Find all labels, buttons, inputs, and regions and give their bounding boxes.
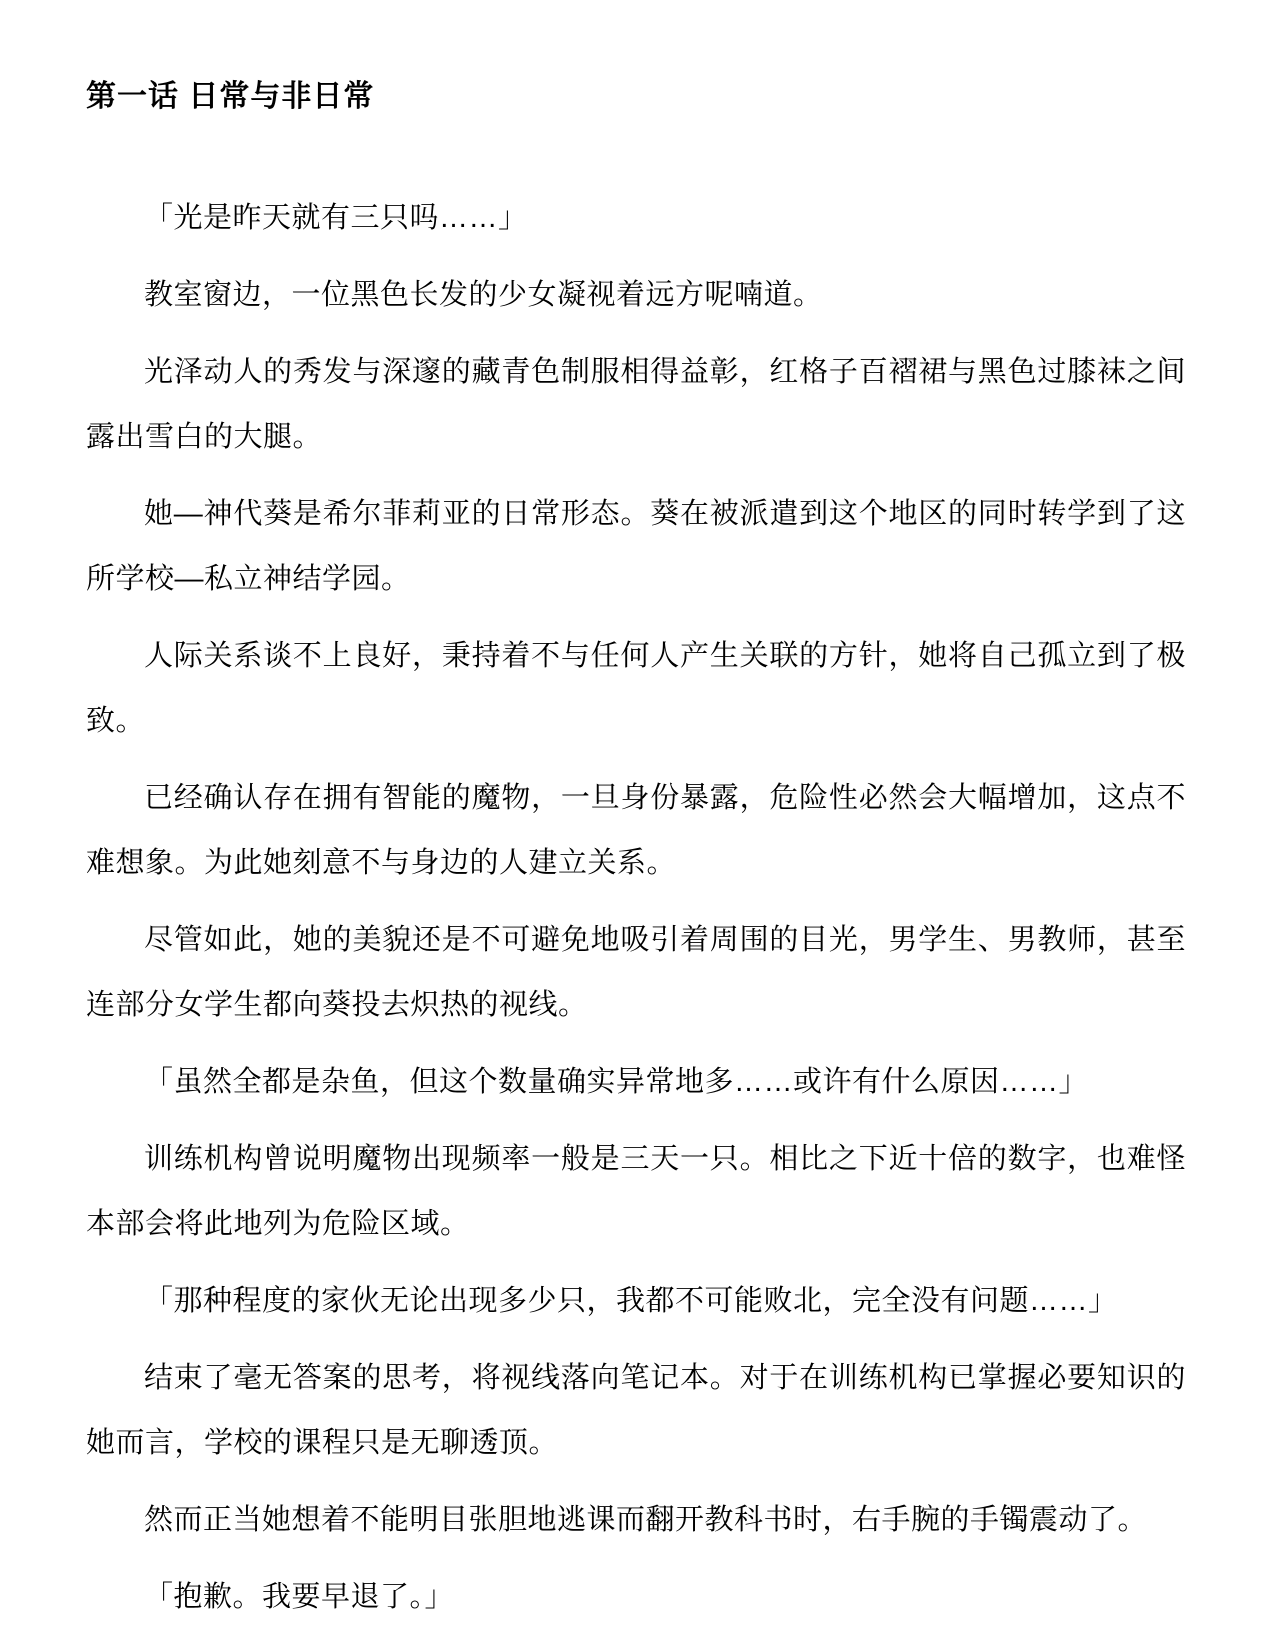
paragraph: 人际关系谈不上良好，秉持着不与任何人产生关联的方针，她将自己孤立到了极致。 bbox=[86, 640, 1186, 737]
paragraph: 结束了毫无答案的思考，将视线落向笔记本。对于在训练机构已掌握必要知识的她而言，学校的课程只是无聊透顶。 bbox=[86, 1362, 1186, 1459]
paragraph: 「虽然全都是杂鱼，但这个数量确实异常地多……或许有什么原因……」 bbox=[144, 1066, 1089, 1098]
paragraph: 已经确认存在拥有智能的魔物，一旦身份暴露，危险性必然会大幅增加，这点不难想象。为此她刻意不与身边的人建立关系。 bbox=[86, 782, 1186, 879]
paragraph: 教室窗边，一位黑色长发的少女凝视着远方呢喃道。 bbox=[144, 279, 823, 311]
paragraph: 光泽动人的秀发与深邃的藏青色制服相得益彰，红格子百褶裙与黑色过膝袜之间露出雪白的大腿。 bbox=[86, 356, 1186, 453]
paragraph: 然而正当她想着不能明目张胆地逃课而翻开教科书时，右手腕的手镯震动了。 bbox=[144, 1504, 1148, 1536]
paragraph: 训练机构曾说明魔物出现频率一般是三天一只。相比之下近十倍的数字，也难怪本部会将此地列为危险区域。 bbox=[86, 1143, 1186, 1240]
paragraph: 「抱歉。我要早退了。」 bbox=[144, 1581, 455, 1613]
chapter-body bbox=[86, 186, 1186, 1630]
paragraph: 「光是昨天就有三只吗……」 bbox=[144, 202, 528, 234]
paragraph: 「那种程度的家伙无论出现多少只，我都不可能败北，完全没有问题……」 bbox=[144, 1285, 1118, 1317]
paragraph: 尽管如此，她的美貌还是不可避免地吸引着周围的目光，男学生、男教师，甚至连部分女学生都向葵投去炽热的视线。 bbox=[86, 924, 1186, 1021]
paragraph: 她—神代葵是希尔菲莉亚的日常形态。葵在被派遣到这个地区的同时转学到了这所学校—私立神结学园。 bbox=[86, 498, 1186, 595]
chapter-title: 第一话 日常与非日常 bbox=[86, 80, 375, 113]
